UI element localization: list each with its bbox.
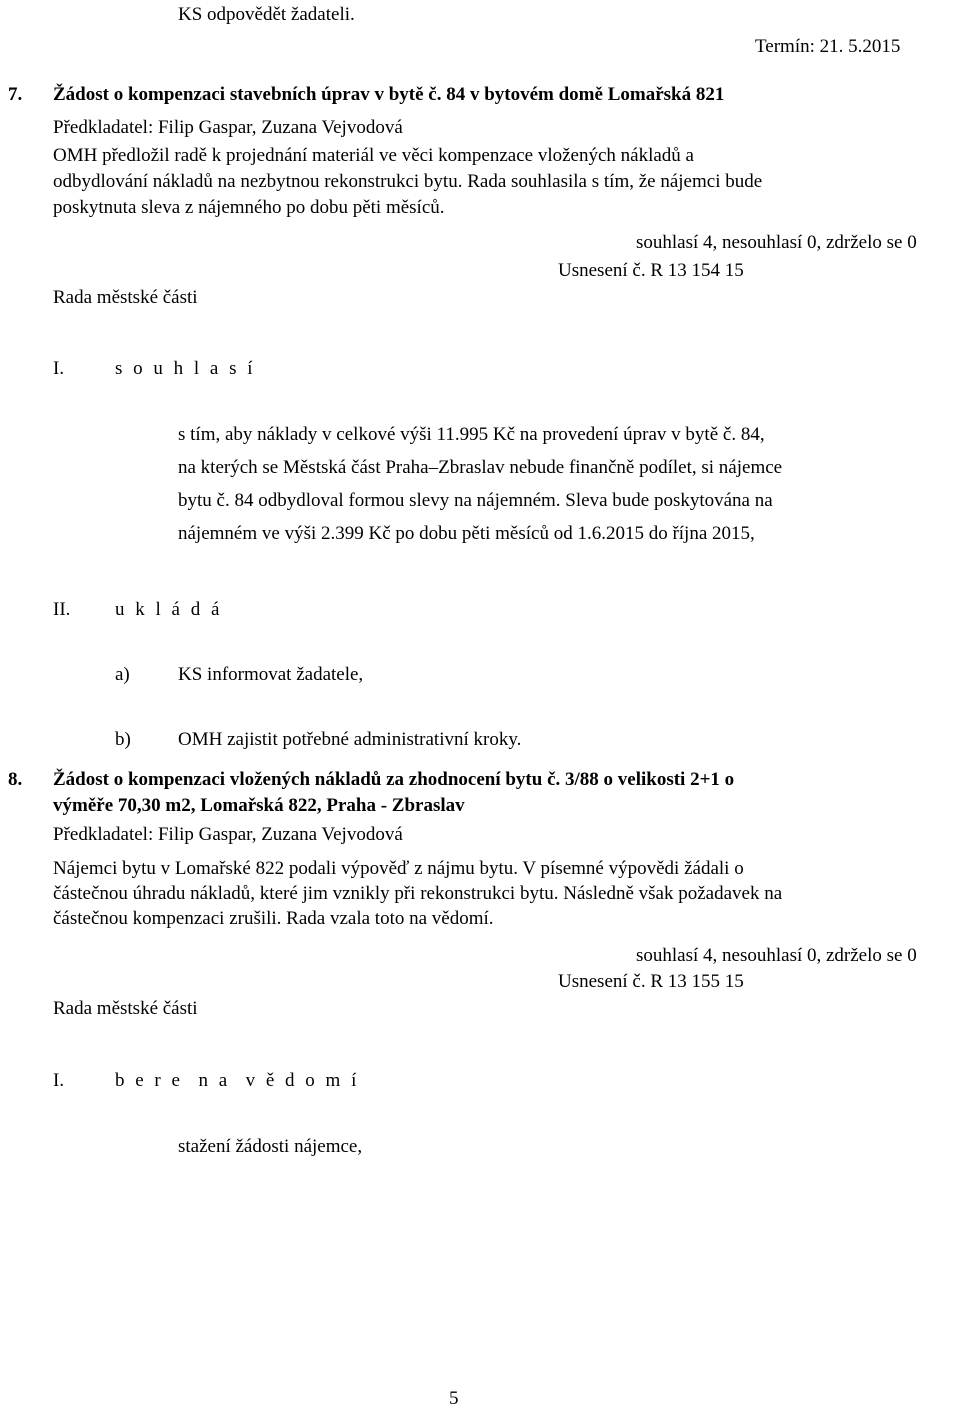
item-8-title: Žádost o kompenzaci vložených nákladů za zhodnocení bytu č. 3/88 o velikosti 2+1 o — [53, 769, 735, 790]
item-7-section-2-verb: u k l á d á — [115, 599, 223, 620]
page-number: 5 — [449, 1388, 459, 1409]
item-8-submitters: Předkladatel: Filip Gaspar, Zuzana Vejvodová — [53, 824, 403, 845]
item-8-vote: souhlasí 4, nesouhlasí 0, zdrželo se 0 — [636, 945, 917, 966]
task-label: a) — [115, 664, 130, 685]
task-label: b) — [115, 729, 131, 750]
item-8-title-continued: výměře 70,30 m2, Lomařská 822, Praha - Zbraslav — [53, 795, 465, 816]
item-8-resolution: Usnesení č. R 13 155 15 — [558, 971, 744, 992]
item-8-text-line: částečnou úhradu nákladů, které jim vznikly při rekonstrukci bytu. Následně však požadavek na — [53, 883, 783, 904]
item-7-text-line: poskytnuta sleva z nájemného po dobu pěti měsíců. — [53, 197, 445, 218]
deadline-text: Termín: 21. 5.2015 — [755, 36, 901, 57]
item-7-section-1-number: I. — [53, 358, 65, 379]
item-7-submitters: Předkladatel: Filip Gaspar, Zuzana Vejvodová — [53, 117, 403, 138]
item-7-text-line: OMH předložil radě k projednání materiál ve věci kompenzace vložených nákladů a — [53, 145, 694, 166]
item-8-section-1-text: stažení žádosti nájemce, — [178, 1136, 363, 1157]
item-8-section-1-number: I. — [53, 1070, 65, 1091]
item-8-council: Rada městské části — [53, 998, 198, 1019]
item-7-section-1-verb: s o u h l a s í — [115, 358, 256, 379]
item-7-resolution: Usnesení č. R 13 154 15 — [558, 260, 744, 281]
item-7-section-1-line: bytu č. 84 odbydloval formou slevy na nájemném. Sleva bude poskytována na — [178, 490, 773, 511]
item-7-section-1-line: na kterých se Městská část Praha–Zbraslav nebude finančně podílet, si nájemce — [178, 457, 783, 478]
item-8-text-line: Nájemci bytu v Lomařské 822 podali výpověď z nájmu bytu. V písemné výpovědi žádali o — [53, 858, 744, 879]
task-text: KS informovat žadatele, — [178, 664, 364, 685]
item-7-council: Rada městské části — [53, 287, 198, 308]
item-8-section-1-verb: b e r e n a v ě d o m í — [115, 1070, 360, 1091]
item-7-section-2-number: II. — [53, 599, 71, 620]
item-7-section-1-line: nájemném ve výši 2.399 Kč po dobu pěti měsíců od 1.6.2015 do října 2015, — [178, 523, 755, 544]
item-7-title: Žádost o kompenzaci stavebních úprav v bytě č. 84 v bytovém domě Lomařská 821 — [53, 84, 725, 105]
item-8-text-line: částečnou kompenzaci zrušili. Rada vzala toto na vědomí. — [53, 908, 494, 929]
task-text: OMH zajistit potřebné administrativní kroky. — [178, 729, 522, 750]
item-7-number: 7. — [8, 84, 23, 105]
item-8-number: 8. — [8, 769, 23, 790]
item-7-section-1-line: s tím, aby náklady v celkové výši 11.995 Kč na provedení úprav v bytě č. 84, — [178, 424, 765, 445]
item-7-text-line: odbydlování nákladů na nezbytnou rekonstrukci bytu. Rada souhlasila s tím, že nájemci bude — [53, 171, 763, 192]
previous-task-text: KS odpovědět žadateli. — [178, 4, 355, 25]
item-7-vote: souhlasí 4, nesouhlasí 0, zdrželo se 0 — [636, 232, 917, 253]
